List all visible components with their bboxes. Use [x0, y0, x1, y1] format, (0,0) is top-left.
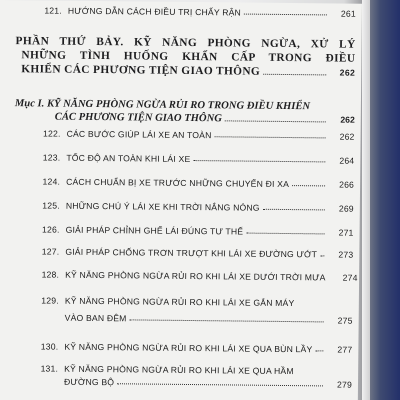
entry-title: CÁCH CHUẨN BỊ XE TRƯỚC NHỮNG CHUYẾN ĐI XA [66, 176, 290, 190]
section-heading-line-1-text: Mục I. KỸ NĂNG PHÒNG NGỪA RỦI RO TRONG ĐIỀU KHIỂN [14, 98, 311, 113]
entry-page: 266 [339, 179, 355, 190]
entry-title: GIẢI PHÁP CHỐNG TRƠN TRƯỢT KHI LÁI XE ĐƯỜNG ƯỚT [65, 246, 318, 260]
entry-page: 275 [337, 315, 353, 326]
page-stack-edge [362, 0, 370, 400]
part-heading-line-2: NHỮNG TÌNH HUỐNG KHẨN CẤP TRONG ĐIỀU [21, 49, 356, 65]
entry-number: 129. [41, 295, 59, 306]
part-heading-line-3-text: KHIỂN CÁC PHƯƠNG TIỆN GIAO THÔNG [21, 63, 261, 78]
entry-page: 264 [339, 155, 355, 166]
entry-title: KỸ NĂNG PHÒNG NGỪA RỦI RO KHI LÁI XE GẮN MÁY [64, 295, 295, 309]
entry-number: 126. [42, 224, 60, 235]
entry-title-continued: ĐƯỜNG BỘ [63, 376, 115, 388]
toc-entry [13, 245, 353, 260]
entry-number: 121. [44, 5, 62, 16]
leader-dots [263, 73, 326, 76]
section-heading [15, 97, 355, 127]
book-cover-edge [370, 0, 400, 400]
leader-dots [193, 159, 325, 162]
entry-title-continued: VÀO BAN ĐÊM [64, 312, 127, 324]
entry-number: 130. [40, 341, 59, 352]
leader-dots [263, 208, 325, 211]
leader-dots [130, 318, 324, 322]
leader-dots [117, 382, 323, 386]
entry-title: GIẢI PHÁP CHỈNH GHẾ LÁI ĐÚNG TƯ THẾ [65, 224, 244, 237]
toc-entry [14, 199, 354, 214]
entry-page: 262 [339, 131, 355, 142]
toc-entry [14, 223, 354, 238]
toc-entry [16, 4, 356, 19]
section-heading-line-2-text: CÁC PHƯƠNG TIỆN GIAO THÔNG [54, 111, 222, 125]
entry-number: 123. [42, 152, 61, 163]
entry-number: 128. [41, 269, 60, 280]
leader-dots [292, 184, 325, 186]
leader-dots [215, 135, 326, 138]
toc-entry [12, 362, 352, 390]
entry-number: 125. [42, 200, 60, 211]
leader-dots [315, 349, 323, 351]
leader-dots [246, 232, 324, 235]
entry-page: 261 [340, 8, 356, 19]
toc-entry [14, 175, 354, 190]
toc-entry [12, 340, 352, 355]
entry-page: 271 [338, 227, 354, 238]
entry-page: 277 [337, 344, 353, 355]
entry-number: 122. [43, 128, 61, 139]
entry-page: 269 [338, 203, 354, 214]
leader-dots [244, 13, 327, 16]
toc-entry [13, 294, 353, 326]
section-page: 262 [340, 114, 355, 125]
part-page: 262 [339, 67, 356, 78]
toc-entry [15, 127, 355, 142]
entry-title: KỸ NĂNG PHÒNG NGỪA RỦI RO KHI LÁI XE QUA BÙN LẦY [64, 341, 313, 355]
part-heading [15, 34, 355, 80]
entry-page: 279 [336, 379, 353, 390]
entry-title: KỸ NĂNG PHÒNG NGỪA RỦI RO KHI LÁI XE DƯỚI TRỜI MƯA [65, 269, 326, 283]
part-heading-line-1: PHẦN THỨ BẢY. KỸ NĂNG PHÒNG NGỪA, XỬ LÝ [15, 35, 356, 51]
entry-page: 274 [342, 272, 358, 283]
entry-title: TỐC ĐỘ AN TOÀN KHI LÁI XE [66, 152, 191, 165]
toc-entry [13, 268, 358, 283]
entry-title: CÁC BƯỚC GIÚP LÁI XE AN TOÀN [66, 128, 212, 141]
entry-number: 124. [42, 176, 61, 187]
entry-title: KỸ NĂNG PHÒNG NGỪA RỦI RO KHI LÁI XE QUA HẦM [64, 363, 294, 377]
entry-number: 127. [41, 246, 60, 257]
entry-number: 131. [40, 363, 59, 374]
leader-dots [225, 119, 326, 122]
entry-title: NHỮNG CHÚ Ý LÁI XE KHI TRỜI NẮNG NÓNG [65, 200, 260, 213]
toc-entry [14, 151, 354, 166]
entry-title: HƯỚNG DẪN CÁCH ĐIỀU TRỊ CHẤY RẬN [67, 5, 242, 18]
leader-dots [320, 254, 324, 256]
entry-page: 273 [338, 249, 354, 260]
